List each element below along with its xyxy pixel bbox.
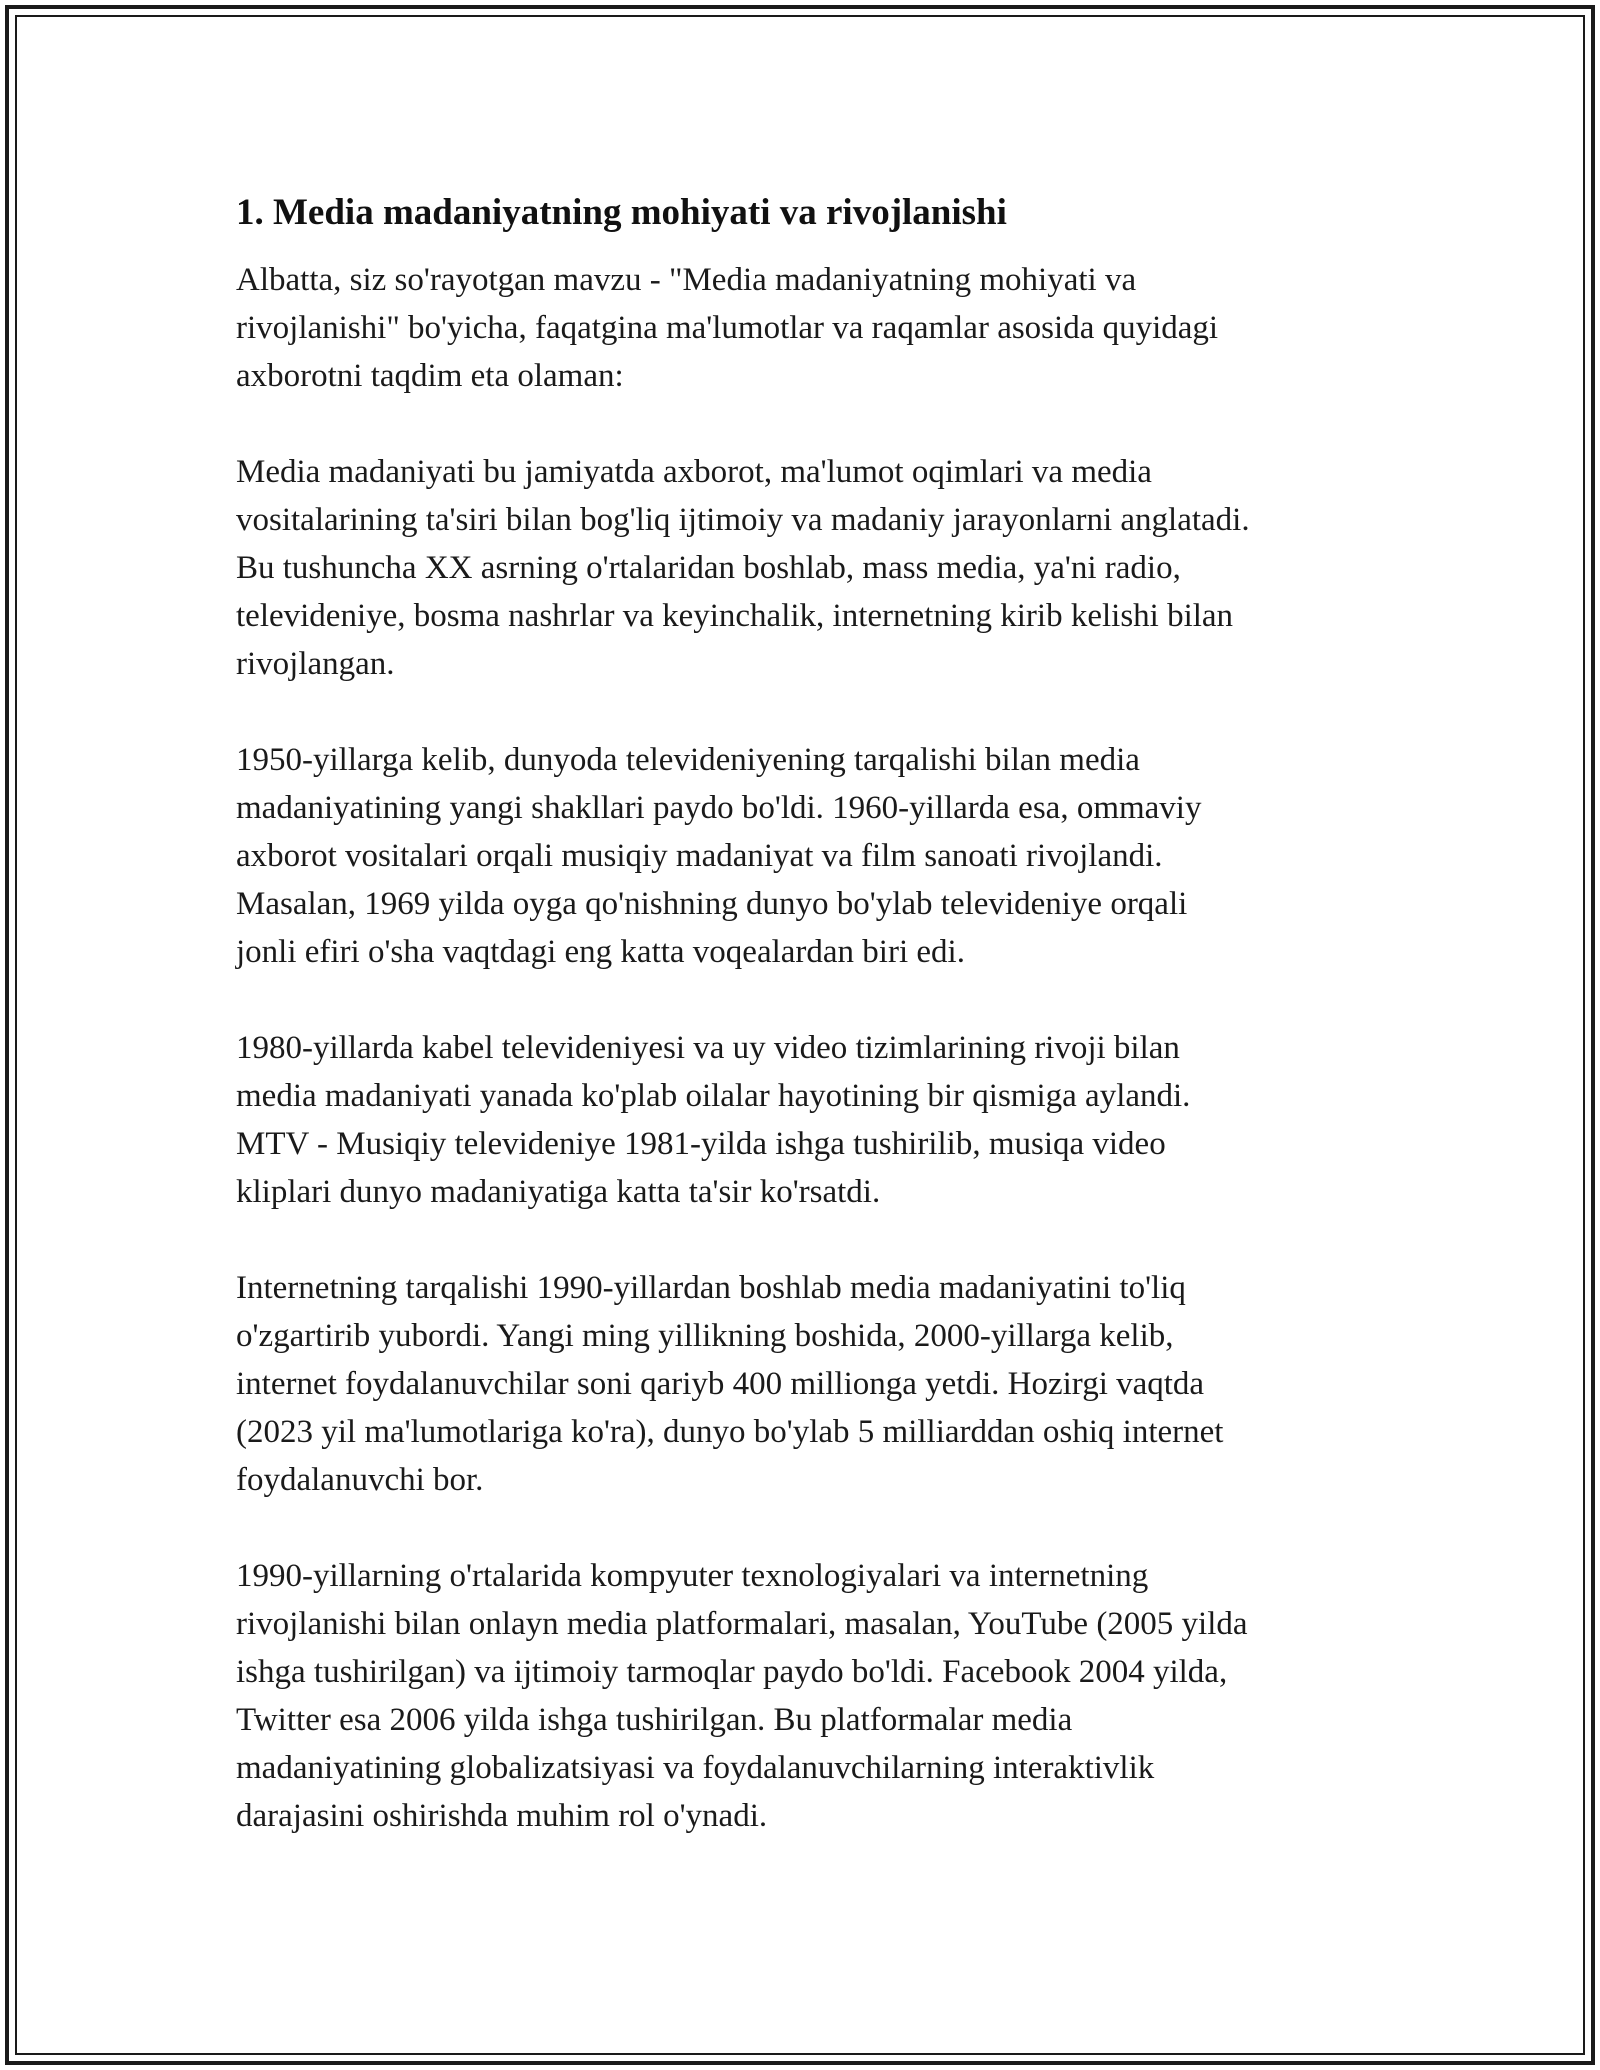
text-line: darajasini oshirishda muhim rol o'ynadi.	[236, 1798, 768, 1834]
text-line: madaniyatining yangi shakllari paydo bo'ldi. 1960-yillarda esa, ommaviy	[236, 790, 1202, 826]
text-line: media madaniyati yanada ko'plab oilalar hayotining bir qismiga aylandi.	[236, 1078, 1191, 1114]
text-line: internet foydalanuvchilar soni qariyb 400 millionga yetdi. Hozirgi vaqtda	[236, 1366, 1205, 1402]
text-line: 1980-yillarda kabel televideniyesi va uy video tizimlarining rivoji bilan	[236, 1030, 1180, 1066]
paragraph-internet	[236, 1264, 1376, 1504]
text-line: Masalan, 1969 yilda oyga qo'nishning dunyo bo'ylab televideniye orqali	[236, 886, 1188, 922]
text-line: (2023 yil ma'lumotlariga ko'ra), dunyo bo'ylab 5 milliarddan oshiq internet	[236, 1414, 1224, 1450]
text-line: rivojlanishi bilan onlayn media platformalari, masalan, YouTube (2005 yilda	[236, 1606, 1248, 1642]
paragraph-definition	[236, 448, 1376, 688]
text-line: vositalarining ta'siri bilan bog'liq ijtimoiy va madaniy jarayonlarni anglatadi.	[236, 502, 1250, 538]
text-line: ishga tushirilgan) va ijtimoiy tarmoqlar paydo bo'ldi. Facebook 2004 yilda,	[236, 1654, 1228, 1690]
paragraph-intro	[236, 256, 1376, 400]
text-line: televideniye, bosma nashrlar va keyinchalik, internetning kirib kelishi bilan	[236, 598, 1234, 634]
document-body	[236, 188, 1376, 1888]
text-line: jonli efiri o'sha vaqtdagi eng katta voqealardan biri edi.	[236, 934, 965, 970]
text-line: 1990-yillarning o'rtalarida kompyuter texnologiyalari va internetning	[236, 1558, 1149, 1594]
text-line: axborotni taqdim eta olaman:	[236, 358, 624, 394]
text-line: foydalanuvchi bor.	[236, 1462, 484, 1498]
text-line: 1950-yillarga kelib, dunyoda televideniyening tarqalishi bilan media	[236, 742, 1140, 778]
text-line: Twitter esa 2006 yilda ishga tushirilgan. Bu platformalar media	[236, 1702, 1073, 1738]
paragraph-1980s	[236, 1024, 1376, 1216]
text-line: o'zgartirib yubordi. Yangi ming yillikning boshida, 2000-yillarga kelib,	[236, 1318, 1174, 1354]
text-line: rivojlangan.	[236, 646, 395, 682]
document-title: 1. Media madaniyatning mohiyati va rivojlanishi	[236, 192, 1007, 233]
text-line: MTV - Musiqiy televideniye 1981-yilda ishga tushirilib, musiqa video	[236, 1126, 1166, 1162]
text-line: Albatta, siz so'rayotgan mavzu - "Media madaniyatning mohiyati va	[236, 262, 1137, 298]
text-line: Internetning tarqalishi 1990-yillardan boshlab media madaniyatini to'liq	[236, 1270, 1186, 1306]
paragraph-platforms	[236, 1552, 1376, 1840]
text-line: kliplari dunyo madaniyatiga katta ta'sir ko'rsatdi.	[236, 1174, 881, 1210]
text-line: axborot vositalari orqali musiqiy madaniyat va film sanoati rivojlandi.	[236, 838, 1163, 874]
text-line: madaniyatining globalizatsiyasi va foydalanuvchilarning interaktivlik	[236, 1750, 1155, 1786]
text-line: Media madaniyati bu jamiyatda axborot, ma'lumot oqimlari va media	[236, 454, 1152, 490]
text-line: rivojlanishi" bo'yicha, faqatgina ma'lumotlar va raqamlar asosida quyidagi	[236, 310, 1219, 346]
paragraph-1950s	[236, 736, 1376, 976]
text-line: Bu tushuncha XX asrning o'rtalaridan boshlab, mass media, ya'ni radio,	[236, 550, 1181, 586]
